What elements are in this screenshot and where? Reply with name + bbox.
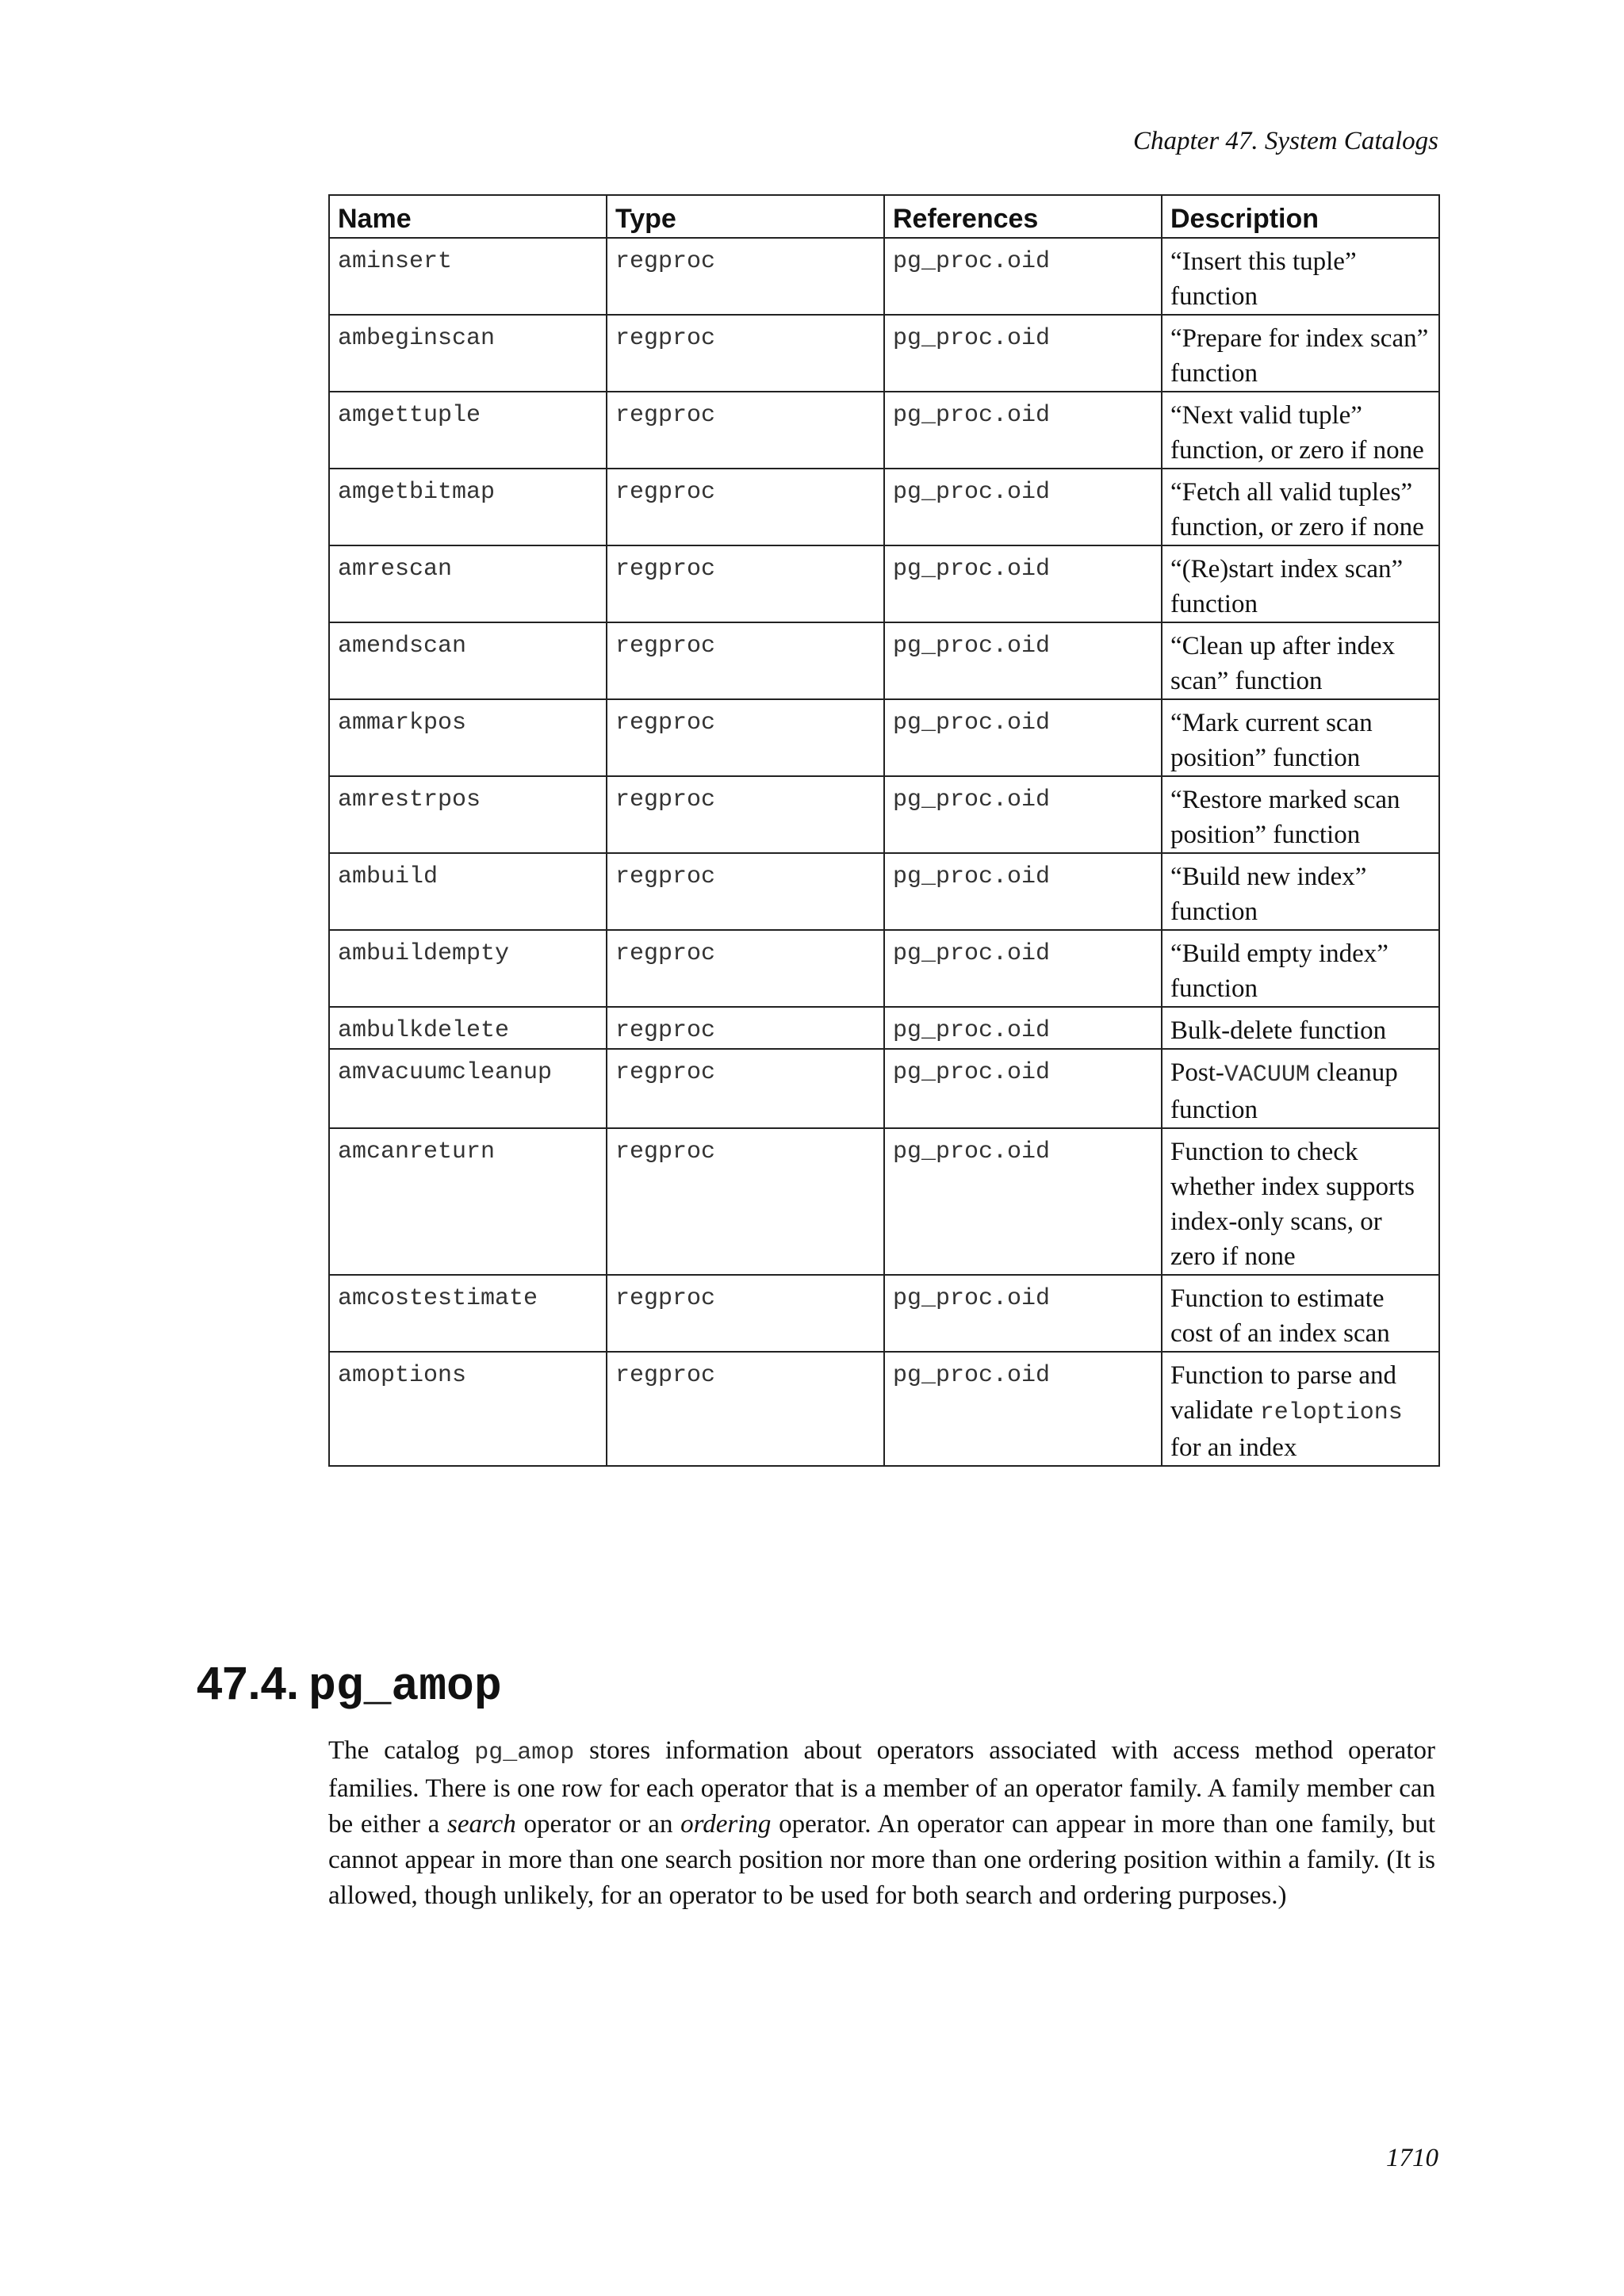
cell-name: ammarkpos: [329, 699, 607, 776]
cell-name: ambulkdelete: [329, 1007, 607, 1049]
emphasis-text: search: [447, 1810, 516, 1839]
body-paragraph: [328, 1733, 1435, 1914]
cell-type: regproc: [607, 622, 884, 699]
cell-description: “Restore marked scan position” function: [1162, 776, 1439, 853]
table-row: [329, 930, 1439, 1007]
paragraph-text: operator or an: [515, 1810, 681, 1839]
cell-name: amcostestimate: [329, 1275, 607, 1352]
cell-name: amrescan: [329, 545, 607, 622]
table-row: [329, 392, 1439, 469]
cell-name: amgettuple: [329, 392, 607, 469]
cell-references: pg_proc.oid: [884, 545, 1162, 622]
cell-name: ambuild: [329, 853, 607, 930]
cell-description: [1162, 1049, 1439, 1128]
section-title: pg_amop: [308, 1662, 502, 1713]
cell-type: regproc: [607, 1007, 884, 1049]
description-text: Function to parse and validate: [1170, 1361, 1397, 1425]
catalog-columns-table: [328, 194, 1440, 1467]
cell-name: amgetbitmap: [329, 469, 607, 545]
column-header-references: References: [884, 195, 1162, 238]
table-row: [329, 469, 1439, 545]
description-text: cleanup function: [1170, 1058, 1398, 1124]
cell-description: “(Re)start index scan” function: [1162, 545, 1439, 622]
cell-type: regproc: [607, 853, 884, 930]
table-row: [329, 1275, 1439, 1352]
cell-references: pg_proc.oid: [884, 776, 1162, 853]
cell-type: regproc: [607, 699, 884, 776]
paragraph-text: The catalog: [328, 1736, 475, 1765]
inline-code: reloptions: [1259, 1399, 1403, 1426]
table-row: [329, 1007, 1439, 1049]
paragraph-text: operator. An operator can appear in more than one family, but cannot appear in more than one search position nor more than one ordering position within a family. (It is allowed, though unlikely, for an operator to be used for both search and ordering purposes.): [328, 1810, 1436, 1910]
cell-description: “Next valid tuple” function, or zero if none: [1162, 392, 1439, 469]
cell-references: pg_proc.oid: [884, 699, 1162, 776]
cell-type: regproc: [607, 238, 884, 315]
table-header-row: [329, 195, 1439, 238]
cell-references: pg_proc.oid: [884, 469, 1162, 545]
cell-name: amendscan: [329, 622, 607, 699]
cell-description: “Build empty index” function: [1162, 930, 1439, 1007]
cell-references: pg_proc.oid: [884, 930, 1162, 1007]
description-text: for an index: [1170, 1433, 1297, 1462]
cell-type: regproc: [607, 545, 884, 622]
column-header-type: Type: [607, 195, 884, 238]
column-header-name: Name: [329, 195, 607, 238]
cell-type: regproc: [607, 469, 884, 545]
section-heading: [197, 1657, 502, 1713]
cell-name: amrestrpos: [329, 776, 607, 853]
cell-references: pg_proc.oid: [884, 1007, 1162, 1049]
table-row: [329, 622, 1439, 699]
cell-type: regproc: [607, 392, 884, 469]
description-text: Post-: [1170, 1058, 1224, 1087]
table-row: [329, 315, 1439, 392]
table-row: [329, 238, 1439, 315]
cell-type: regproc: [607, 1128, 884, 1275]
cell-type: regproc: [607, 315, 884, 392]
cell-description: Function to check whether index supports index-only scans, or zero if none: [1162, 1128, 1439, 1275]
cell-description: Bulk-delete function: [1162, 1007, 1439, 1049]
cell-name: ambeginscan: [329, 315, 607, 392]
cell-type: regproc: [607, 776, 884, 853]
page-number: 1710: [1386, 2144, 1438, 2172]
cell-name: amvacuumcleanup: [329, 1049, 607, 1128]
cell-name: aminsert: [329, 238, 607, 315]
cell-references: pg_proc.oid: [884, 1352, 1162, 1466]
cell-references: pg_proc.oid: [884, 622, 1162, 699]
table-row: [329, 853, 1439, 930]
cell-references: pg_proc.oid: [884, 853, 1162, 930]
table-row: [329, 1128, 1439, 1275]
cell-description: “Build new index” function: [1162, 853, 1439, 930]
cell-type: regproc: [607, 1275, 884, 1352]
cell-description: “Mark current scan position” function: [1162, 699, 1439, 776]
table-row: [329, 699, 1439, 776]
cell-references: pg_proc.oid: [884, 238, 1162, 315]
inline-code: VACUUM: [1224, 1062, 1310, 1089]
cell-description: “Prepare for index scan” function: [1162, 315, 1439, 392]
cell-references: pg_proc.oid: [884, 1275, 1162, 1352]
cell-description: Function to estimate cost of an index scan: [1162, 1275, 1439, 1352]
cell-name: amcanreturn: [329, 1128, 607, 1275]
paragraph-text: stores information about operators associated with access method operator families. There is one row for each operator that is a member of an operator family. A family member can be either a: [328, 1736, 1435, 1839]
cell-description: “Clean up after index scan” function: [1162, 622, 1439, 699]
column-header-description: Description: [1162, 195, 1439, 238]
table-row: [329, 1049, 1439, 1128]
cell-type: regproc: [607, 930, 884, 1007]
table-row: [329, 776, 1439, 853]
cell-references: pg_proc.oid: [884, 392, 1162, 469]
section-number: 47.4.: [197, 1658, 299, 1709]
table-row: [329, 545, 1439, 622]
running-header: Chapter 47. System Catalogs: [1133, 127, 1438, 155]
cell-references: pg_proc.oid: [884, 1128, 1162, 1275]
cell-references: pg_proc.oid: [884, 315, 1162, 392]
cell-description: [1162, 1352, 1439, 1466]
inline-code: pg_amop: [474, 1739, 575, 1766]
table-row: [329, 1352, 1439, 1466]
cell-references: pg_proc.oid: [884, 1049, 1162, 1128]
cell-type: regproc: [607, 1049, 884, 1128]
cell-description: “Insert this tuple” function: [1162, 238, 1439, 315]
cell-description: “Fetch all valid tuples” function, or zero if none: [1162, 469, 1439, 545]
cell-type: regproc: [607, 1352, 884, 1466]
emphasis-text: ordering: [680, 1810, 772, 1839]
cell-name: ambuildempty: [329, 930, 607, 1007]
cell-name: amoptions: [329, 1352, 607, 1466]
